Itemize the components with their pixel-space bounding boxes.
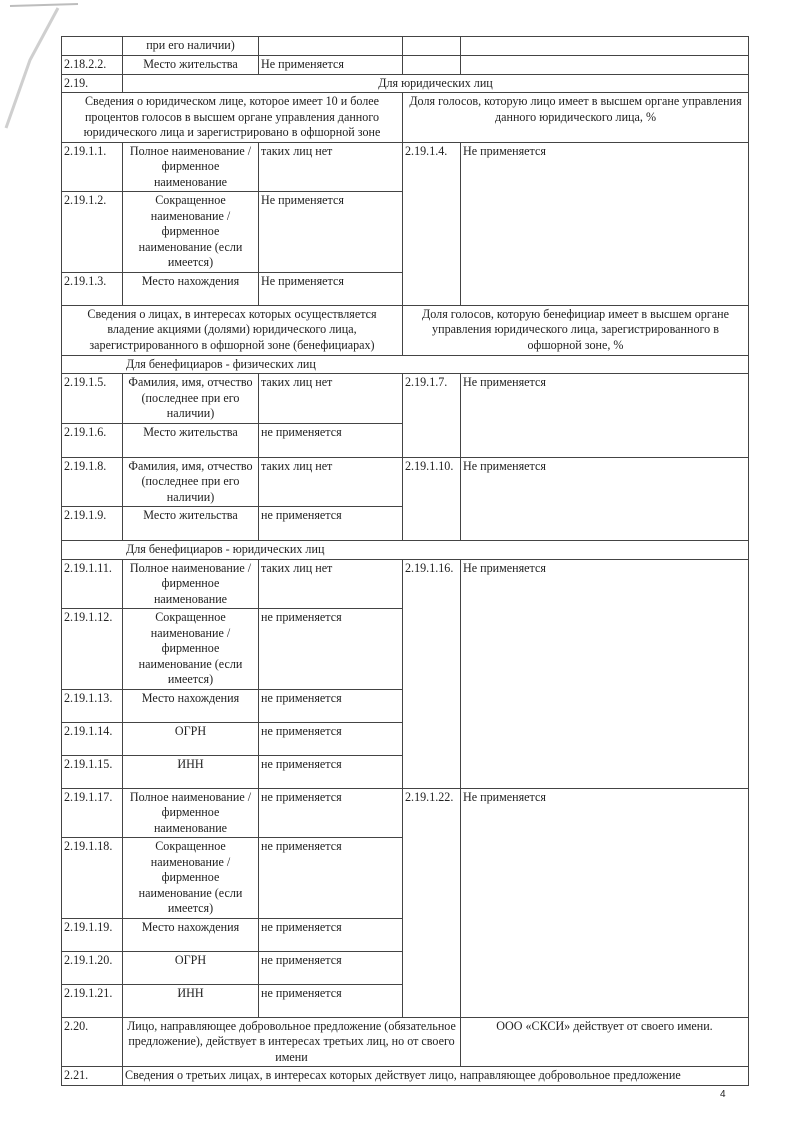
column-header: Доля голосов, которую лицо имеет в высшем органе управления данного юридического лица, %: [403, 93, 749, 143]
row-number: 2.19.1.17.: [62, 788, 123, 838]
column-header: Доля голосов, которую бенефициар имеет в высшем органе управления юридического лица, зарегистрированного в офшорной зоне, %: [403, 305, 749, 355]
field-value: не применяется: [259, 951, 403, 984]
field-value: Не применяется: [461, 374, 749, 458]
field-value: ООО «СКСИ» действует от своего имени.: [461, 1017, 749, 1067]
row-number: 2.19.1.4.: [403, 142, 461, 305]
field-name: Место нахождения: [123, 918, 259, 951]
table-row: [62, 559, 749, 609]
row-number: 2.19.1.13.: [62, 689, 123, 722]
field-value: Не применяется: [259, 192, 403, 273]
column-header: Сведения о лицах, в интересах которых осуществляется владение акциями (долями) юридического лица, зарегистрированного в офшорной зоне (бенефициарах): [62, 305, 403, 355]
row-number: 2.19.1.20.: [62, 951, 123, 984]
table-header-row: [62, 305, 749, 355]
field-name: Сокращенное наименование / фирменное наименование (если имеется): [123, 192, 259, 273]
field-name: Фамилия, имя, отчество (последнее при его наличии): [123, 457, 259, 507]
row-number: 2.19.1.1.: [62, 142, 123, 192]
field-name: Сведения о третьих лицах, в интересах которых действует лицо, направляющее добровольное предложение: [123, 1067, 749, 1086]
field-value: таких лиц нет: [259, 457, 403, 507]
row-number: 2.19.1.19.: [62, 918, 123, 951]
table-row: [62, 541, 749, 560]
field-value: не применяется: [259, 838, 403, 919]
field-value: не применяется: [259, 722, 403, 755]
field-value: Не применяется: [461, 142, 749, 305]
shareholder-info-table: [61, 36, 749, 1086]
table-row: [62, 355, 749, 374]
section-title: Для юридических лиц: [123, 74, 749, 93]
row-number: 2.20.: [62, 1017, 123, 1067]
table-row: [62, 457, 749, 507]
field-value: не применяется: [259, 788, 403, 838]
row-number: 2.21.: [62, 1067, 123, 1086]
field-name: Место нахождения: [123, 272, 259, 305]
field-name: Полное наименование / фирменное наименование: [123, 142, 259, 192]
row-number: 2.19.1.2.: [62, 192, 123, 273]
field-name: ИНН: [123, 755, 259, 788]
row-number: 2.19.1.3.: [62, 272, 123, 305]
field-name: Место нахождения: [123, 689, 259, 722]
row-number: 2.19.1.16.: [403, 559, 461, 788]
field-name: Место жительства: [123, 56, 259, 75]
field-value: Не применяется: [259, 56, 403, 75]
field-value: не применяется: [259, 507, 403, 541]
field-value: не применяется: [259, 423, 403, 457]
table-row: [62, 374, 749, 424]
row-number: 2.19.1.10.: [403, 457, 461, 541]
row-number: 2.19.1.12.: [62, 609, 123, 690]
column-header: Сведения о юридическом лице, которое имеет 10 и более процентов голосов в высшем органе управления данного юридического лица и зарегистрировано в офшорной зоне: [62, 93, 403, 143]
field-name: ИНН: [123, 984, 259, 1017]
field-name: Лицо, направляющее добровольное предложение (обязательное предложение), действует в интересах третьих лиц, но от своего имени: [123, 1017, 461, 1067]
field-value: не применяется: [259, 609, 403, 690]
row-number: 2.19.1.15.: [62, 755, 123, 788]
row-number: 2.19.1.7.: [403, 374, 461, 458]
field-value: таких лиц нет: [259, 142, 403, 192]
field-value: таких лиц нет: [259, 374, 403, 424]
field-name: Полное наименование / фирменное наименование: [123, 559, 259, 609]
subsection-title: Для бенефициаров - юридических лиц: [62, 541, 749, 560]
field-name: Место жительства: [123, 423, 259, 457]
table-row: [62, 56, 749, 75]
row-number: 2.19.1.6.: [62, 423, 123, 457]
table-row: [62, 1067, 749, 1086]
table-row: [62, 788, 749, 838]
row-number: 2.19.1.5.: [62, 374, 123, 424]
field-value: Не применяется: [259, 272, 403, 305]
field-name: ОГРН: [123, 722, 259, 755]
field-name: Полное наименование / фирменное наименование: [123, 788, 259, 838]
field-name: Сокращенное наименование / фирменное наименование (если имеется): [123, 609, 259, 690]
field-value: не применяется: [259, 984, 403, 1017]
row-number: 2.19.1.18.: [62, 838, 123, 919]
field-name: при его наличии): [123, 37, 259, 56]
page-number: 4: [720, 1089, 726, 1100]
field-value: таких лиц нет: [259, 559, 403, 609]
table-row: [62, 1017, 749, 1067]
field-name: Сокращенное наименование / фирменное наименование (если имеется): [123, 838, 259, 919]
table-row: [62, 37, 749, 56]
row-number: 2.19.1.22.: [403, 788, 461, 1017]
field-value: не применяется: [259, 918, 403, 951]
row-number: 2.19.1.9.: [62, 507, 123, 541]
field-value: Не применяется: [461, 788, 749, 1017]
field-name: Фамилия, имя, отчество (последнее при его наличии): [123, 374, 259, 424]
field-value: Не применяется: [461, 559, 749, 788]
table-row: [62, 74, 749, 93]
field-name: Место жительства: [123, 507, 259, 541]
table-header-row: [62, 93, 749, 143]
subsection-title: Для бенефициаров - физических лиц: [62, 355, 749, 374]
field-value: не применяется: [259, 689, 403, 722]
row-number: 2.18.2.2.: [62, 56, 123, 75]
field-value: Не применяется: [461, 457, 749, 541]
row-number: 2.19.: [62, 74, 123, 93]
row-number: 2.19.1.8.: [62, 457, 123, 507]
row-number: 2.19.1.11.: [62, 559, 123, 609]
row-number: 2.19.1.14.: [62, 722, 123, 755]
table-row: [62, 142, 749, 192]
field-value: не применяется: [259, 755, 403, 788]
row-number: 2.19.1.21.: [62, 984, 123, 1017]
field-name: ОГРН: [123, 951, 259, 984]
